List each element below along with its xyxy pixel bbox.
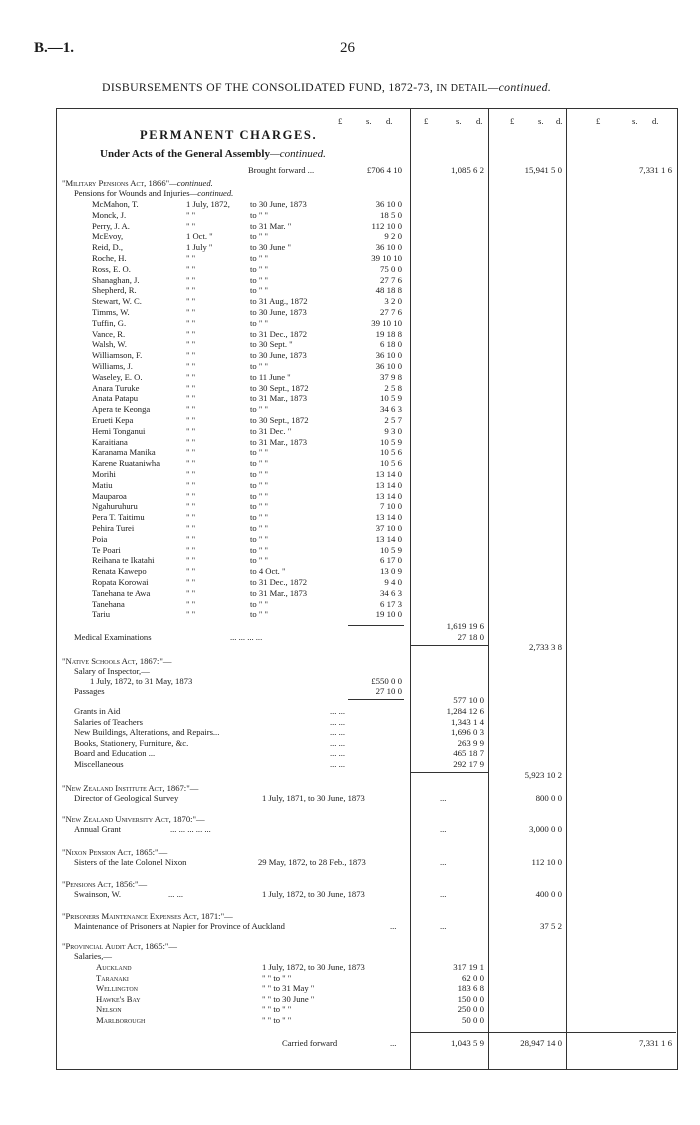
pension-from: " " <box>186 328 196 339</box>
pension-from: " " <box>186 350 196 361</box>
pensioner-name: Monck, J. <box>92 209 127 220</box>
pension-from: " " <box>186 404 196 415</box>
pension-from: " " <box>186 544 196 555</box>
pensioner-name: Williams, J. <box>92 361 133 371</box>
pension-to: to 31 Mar., 1873 <box>250 587 308 598</box>
native-item-label: Salaries of Teachers <box>74 716 143 727</box>
pension-to: to 31 Dec., 1872 <box>250 328 308 339</box>
native-item-amount: 465 18 7 <box>453 748 484 758</box>
pension-amount: 10 5 9 <box>380 436 402 447</box>
native-passages-total: 577 10 0 <box>453 695 484 705</box>
pension-to: to " " <box>250 469 268 479</box>
pension-amount: 10 5 6 <box>380 458 402 469</box>
pensioner-name: Shanaghan, J. <box>92 274 140 285</box>
section-title: PERMANENT CHARGES. <box>140 128 318 142</box>
military-grand-total: 2,733 3 8 <box>529 642 562 652</box>
pensioner-name: Shepherd, R. <box>92 285 137 296</box>
pension-from: " " <box>186 371 196 382</box>
pension-to: to " " <box>250 253 268 263</box>
pension-to: to " " <box>250 523 268 533</box>
pensioner-name: Tariu <box>92 609 111 620</box>
province-name: Nelson <box>96 1004 122 1014</box>
pension-to: to " " <box>250 285 268 296</box>
subtotal-rule <box>410 645 488 646</box>
native-item-amount: 1,343 1 4 <box>451 716 484 727</box>
pensioner-name: Ropata Korowai <box>92 577 149 587</box>
native-item-label: New Buildings, Alterations, and Repairs... <box>74 727 220 737</box>
pension-amount: 2 5 7 <box>384 415 402 425</box>
pensioner-name: Morihi <box>92 469 116 479</box>
native-schools-act-heading: "Native Schools Act, 1867:"— <box>62 656 172 666</box>
pension-to: to " " <box>250 231 268 242</box>
pension-amount: 13 14 0 <box>375 533 402 544</box>
pension-to: to " " <box>250 555 268 566</box>
pensioner-name: Karene Ruataniwha <box>92 458 161 469</box>
pension-to: to 31 Dec. " <box>250 425 292 436</box>
pension-amount: 39 10 10 <box>371 253 402 263</box>
pensioner-name: Pehira Turei <box>92 523 135 533</box>
pension-from: " " <box>186 285 196 296</box>
pension-from: " " <box>186 587 196 598</box>
pension-to: to " " <box>250 512 268 523</box>
pensioner-name: Tanehana <box>92 598 125 609</box>
pension-from: " " <box>186 425 196 436</box>
pension-to: to " " <box>250 274 268 285</box>
province-name: Wellington <box>96 983 138 993</box>
page-title: DISBURSEMENTS OF THE CONSOLIDATED FUND, 1872-73, IN DETAIL—continued. <box>102 80 552 94</box>
audit-period: " " to " " <box>262 1004 292 1014</box>
pensioner-name: Karanama Manika <box>92 447 156 458</box>
native-item-amount: 1,696 0 3 <box>451 727 484 737</box>
pension-amount: 13 14 0 <box>375 490 402 501</box>
audit-amount: 150 0 0 <box>457 993 484 1004</box>
province-name: Auckland <box>96 962 132 972</box>
pension-to: to " " <box>250 361 268 371</box>
pensioner-name: Anara Turuke <box>92 382 140 393</box>
pension-to: to 31 Dec., 1872 <box>250 577 308 587</box>
pension-from: " " <box>186 296 196 307</box>
subtotal-rule <box>348 699 404 700</box>
leader-dots: ... ... <box>330 758 346 769</box>
pension-amount: 2 5 8 <box>384 382 402 393</box>
pension-from: " " <box>186 382 196 393</box>
pensioner-name: Vance, R. <box>92 328 126 339</box>
column-divider <box>566 108 567 1069</box>
province-name: Hawke's Bay <box>96 993 141 1004</box>
pension-to: to " " <box>250 533 268 544</box>
pension-to: to 31 Mar. " <box>250 220 292 231</box>
pension-from: " " <box>186 479 196 490</box>
audit-act-heading: "Provincial Audit Act, 1865:"— <box>62 941 178 951</box>
military-subheading: Pensions for Wounds and Injuries—continued. <box>74 188 234 198</box>
pension-amount: 9 4 0 <box>384 577 402 587</box>
pensioner-name: Stewart, W. C. <box>92 296 142 307</box>
pensioner-name: McEvoy, <box>92 231 124 242</box>
pension-amount: 10 5 6 <box>380 447 402 458</box>
pension-from: " " <box>186 307 196 317</box>
pension-from: " " <box>186 317 196 328</box>
military-total: 1,619 19 6 <box>446 621 484 631</box>
subtotal-rule <box>410 772 488 773</box>
native-item-amount: 263 9 9 <box>457 737 484 748</box>
pension-amount: 6 18 0 <box>380 339 402 350</box>
pensioner-name: Renata Kawepo <box>92 566 147 577</box>
pension-from: " " <box>186 339 196 350</box>
pension-from: " " <box>186 598 196 609</box>
pensions-act-heading: "Pensions Act, 1856:"— <box>62 879 148 889</box>
pension-from: " " <box>186 577 196 587</box>
native-item-label: Grants in Aid <box>74 706 121 716</box>
pensioner-name: Timms, W. <box>92 307 130 317</box>
pension-from: " " <box>186 415 196 425</box>
pension-to: to 31 Aug., 1872 <box>250 296 308 307</box>
native-item-label: Board and Education ... <box>74 748 156 758</box>
column-divider <box>410 108 411 1069</box>
pension-amount: 36 10 0 <box>375 199 402 209</box>
pension-from: 1 Oct. " <box>186 231 213 242</box>
pension-to: to 4 Oct. " <box>250 566 286 577</box>
pension-amount: 13 14 0 <box>375 469 402 479</box>
university-act-heading: "New Zealand University Act, 1870:"— <box>62 814 205 824</box>
pensioner-name: Anata Patapu <box>92 393 139 404</box>
pension-amount: 18 5 0 <box>380 209 402 220</box>
native-salary-label: Salary of Inspector,— <box>74 666 150 676</box>
audit-period: " " to 31 May " <box>262 983 315 993</box>
pension-amount: 112 10 0 <box>371 220 402 231</box>
pension-to: to " " <box>250 458 268 469</box>
pension-amount: 27 7 6 <box>380 274 402 285</box>
pension-to: to 30 Sept. " <box>250 339 293 350</box>
total-rule <box>410 1032 676 1033</box>
pension-amount: 34 6 3 <box>380 404 402 415</box>
audit-amount: 317 19 1 <box>453 962 484 972</box>
pension-from: " " <box>186 512 196 523</box>
pension-to: to 30 Sept., 1872 <box>250 382 309 393</box>
pension-from: 1 July " <box>186 242 213 253</box>
nixon-act-heading: "Nixon Pension Act, 1865:"— <box>62 847 168 857</box>
native-item-amount: 292 17 9 <box>453 758 484 769</box>
pension-amount: 9 3 0 <box>384 425 402 436</box>
pension-amount: 34 6 3 <box>380 587 402 598</box>
pension-from: " " <box>186 447 196 458</box>
pension-to: to " " <box>250 447 268 458</box>
pension-from: " " <box>186 523 196 533</box>
pension-amount: 36 10 0 <box>375 242 402 253</box>
leader-dots: ... ... <box>330 716 346 727</box>
audit-period: " " to " " <box>262 972 292 983</box>
pension-to: to " " <box>250 479 268 490</box>
pension-to: to " " <box>250 404 268 415</box>
pension-amount: 27 7 6 <box>380 307 402 317</box>
pension-to: to 31 Mar., 1873 <box>250 393 308 404</box>
pension-amount: 36 10 0 <box>375 350 402 361</box>
audit-period: 1 July, 1872, to 30 June, 1873 <box>262 962 365 972</box>
audit-amount: 250 0 0 <box>457 1004 484 1014</box>
pension-amount: 7 10 0 <box>380 501 402 512</box>
pension-amount: 9 2 0 <box>384 231 402 242</box>
pensioner-name: Poia <box>92 533 108 544</box>
pension-amount: 6 17 0 <box>380 555 402 566</box>
pension-from: " " <box>186 253 196 263</box>
pension-from: " " <box>186 393 196 404</box>
pension-amount: 6 17 3 <box>380 598 402 609</box>
pension-from: " " <box>186 263 196 274</box>
pension-from: " " <box>186 469 196 479</box>
pension-amount: 13 14 0 <box>375 479 402 490</box>
pension-from: " " <box>186 209 196 220</box>
pensioner-name: Tanehana te Awa <box>92 587 151 598</box>
pension-amount: 3 2 0 <box>384 296 402 307</box>
audit-amount: 183 6 8 <box>457 983 484 993</box>
pension-amount: 13 14 0 <box>375 512 402 523</box>
pension-from: " " <box>186 458 196 469</box>
leader-dots: ... ... <box>330 706 346 716</box>
pensioner-name: Apera te Keonga <box>92 404 151 415</box>
pensioner-name: Roche, H. <box>92 253 127 263</box>
pension-to: to " " <box>250 598 268 609</box>
pension-from: " " <box>186 609 196 620</box>
column-divider <box>488 108 489 1069</box>
audit-period: " " to " " <box>262 1014 292 1025</box>
province-name: Taranaki <box>96 972 129 983</box>
pensioner-name: Karaitiana <box>92 436 128 447</box>
pensioner-name: Matiu <box>92 479 113 490</box>
pension-from: 1 July, 1872, <box>186 199 230 209</box>
pension-amount: 48 18 8 <box>375 285 402 296</box>
subtotal-rule <box>348 625 404 626</box>
pension-to: to 31 Mar., 1873 <box>250 436 308 447</box>
institute-act-heading: "New Zealand Institute Act, 1867:"— <box>62 783 199 793</box>
pensioner-name: McMahon, T. <box>92 199 139 209</box>
pensioner-name: Hemi Tonganui <box>92 425 146 436</box>
audit-amount: 62 0 0 <box>462 972 484 983</box>
pension-to: to " " <box>250 609 268 620</box>
pensioner-name: Williamson, F. <box>92 350 143 361</box>
native-item-label: Books, Stationery, Furniture, &c. <box>74 737 189 748</box>
pensioner-name: Pera T. Taitimu <box>92 512 145 523</box>
pension-to: to 30 June, 1873 <box>250 307 307 317</box>
pension-amount: 37 10 0 <box>375 523 402 533</box>
pension-to: to " " <box>250 263 268 274</box>
leader-dots: ... ... <box>330 727 346 737</box>
page-number: 26 <box>340 40 355 56</box>
pension-from: " " <box>186 566 196 577</box>
native-total: 5,923 10 2 <box>524 770 562 780</box>
pension-amount: 19 10 0 <box>375 609 402 620</box>
pensioner-name: Walsh, W. <box>92 339 127 350</box>
pension-to: to " " <box>250 501 268 512</box>
pensioner-name: Ngahuruhuru <box>92 501 138 512</box>
native-item-label: Miscellaneous <box>74 758 124 769</box>
military-act-heading: "Military Pensions Act, 1866"—continued. <box>62 178 213 188</box>
pension-from: " " <box>186 501 196 512</box>
pension-from: " " <box>186 361 196 371</box>
pension-to: to " " <box>250 490 268 501</box>
pensioner-name: Ross, E. O. <box>92 263 131 274</box>
pension-amount: 10 5 9 <box>380 544 402 555</box>
audit-period: " " to 30 June " <box>262 993 315 1004</box>
pensioner-name: Reid, D., <box>92 242 124 253</box>
leader-dots: ... ... <box>330 737 346 748</box>
pension-amount: 10 5 9 <box>380 393 402 404</box>
pension-from: " " <box>186 555 196 566</box>
pension-from: " " <box>186 220 196 231</box>
pensioner-name: Tuffin, G. <box>92 317 127 328</box>
leader-dots: ... ... <box>330 748 346 758</box>
pension-amount: 13 0 9 <box>380 566 402 577</box>
pension-to: to 30 June, 1873 <box>250 199 307 209</box>
document-code: B.—1. <box>34 40 75 56</box>
province-name: Marlborough <box>96 1014 146 1025</box>
pension-to: to 30 Sept., 1872 <box>250 415 309 425</box>
native-item-amount: 1,284 12 6 <box>446 706 484 716</box>
pensioner-name: Te Poari <box>92 544 121 555</box>
pension-to: to " " <box>250 544 268 555</box>
section-subtitle: Under Acts of the General Assembly—continued. <box>100 148 326 160</box>
pension-amount: 39 10 10 <box>371 317 402 328</box>
pension-to: to 30 June " <box>250 242 291 253</box>
prisoners-act-heading: "Prisoners Maintenance Expenses Act, 1871:"— <box>62 911 233 921</box>
pensioner-name: Perry, J. A. <box>92 220 130 231</box>
pension-to: to " " <box>250 209 268 220</box>
pensioner-name: Waseley, E. O. <box>92 371 143 382</box>
pension-amount: 37 9 8 <box>380 371 402 382</box>
pension-to: to 30 June, 1873 <box>250 350 307 361</box>
pension-to: to " " <box>250 317 268 328</box>
pension-amount: 75 0 0 <box>380 263 402 274</box>
pension-to: to 11 June " <box>250 371 291 382</box>
pensioner-name: Mauparoa <box>92 490 127 501</box>
pension-from: " " <box>186 533 196 544</box>
pension-from: " " <box>186 436 196 447</box>
pension-amount: 19 18 8 <box>375 328 402 339</box>
pension-from: " " <box>186 274 196 285</box>
audit-salaries-label: Salaries,— <box>74 951 112 961</box>
audit-amount: 50 0 0 <box>462 1014 484 1025</box>
pension-amount: 36 10 0 <box>375 361 402 371</box>
pensioner-name: Erueti Kepa <box>92 415 134 425</box>
pensioner-name: Reihana te Ikatahi <box>92 555 155 566</box>
pension-from: " " <box>186 490 196 501</box>
